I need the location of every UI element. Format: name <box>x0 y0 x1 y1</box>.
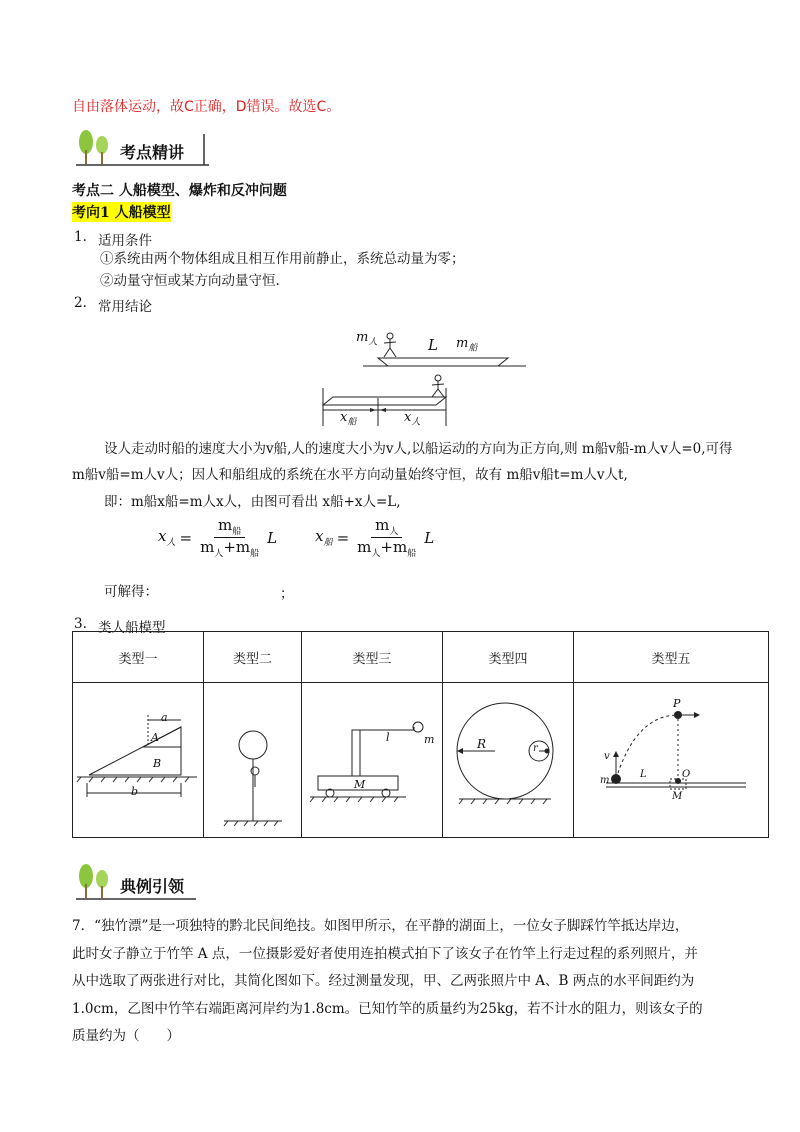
subtopic-heading: 考向1 人船模型 <box>72 202 171 222</box>
question-7-line-3: 从中选取了两张进行对比，其简化图如下。经过测量发现，甲、乙两张照片中 A、B 两点的水平间距约为 <box>72 973 695 989</box>
types-table <box>72 631 769 838</box>
paragraph-3: 即：m船x船=m人x人，由图可看出 x船+x人=L, <box>104 494 401 510</box>
diagram-type-4: R r <box>443 683 574 838</box>
person-boat-figure <box>318 328 528 428</box>
item-1-label: 适用条件 <box>98 233 152 249</box>
label-m-boat: $m_船$ <box>456 336 478 354</box>
section-header-dianli <box>74 862 214 902</box>
person-top <box>384 333 396 357</box>
question-7-line-5: 质量约为（ ） <box>72 1028 180 1044</box>
label-x-person: $x_人$ <box>404 410 421 428</box>
condition-1: ①系统由两个物体组成且相互作用前静止，系统总动量为零； <box>100 251 465 267</box>
formula: $x_人$ = $\frac{m_船}{m_人+m_船}$ L $x_船$ = $\frac{m_人}{m_人+m_船}$ L <box>158 516 435 559</box>
answer-text: 自由落体运动，故C正确，D错误。故选C。 <box>72 99 341 115</box>
header-type-2: 类型二 <box>204 632 302 683</box>
person-bottom <box>432 375 444 397</box>
label-m-person: $m_人$ <box>356 330 378 348</box>
condition-2: ②动量守恒或某方向动量守恒. <box>100 273 280 289</box>
question-7-line-1: 7．“独竹漂”是一项独特的黔北民间绝技。如图甲所示，在平静的湖面上，一位女子脚踩竹竿抵达岸边， <box>72 918 689 934</box>
header-type-4: 类型四 <box>443 632 574 683</box>
paragraph-2: m船v船=m人v人；因人和船组成的系统在水平方向动量始终守恒，故有 m船v船t=m人v人t, <box>72 467 628 483</box>
header-type-5: 类型五 <box>574 632 769 683</box>
section-title: 考点精讲 <box>120 143 185 162</box>
item-1-number: 1. <box>74 229 87 245</box>
paragraph-1: 设人走动时船的速度大小为v船,人的速度大小为v人,以船运动的方向为正方向,则 m船v船-m人v人=0,可得 <box>104 441 733 457</box>
section-header-kaodian <box>74 128 214 168</box>
diagram-type-5: P v m L O M <box>574 683 769 838</box>
item-2-number: 2. <box>74 295 87 311</box>
diagram-type-3: l m M <box>302 683 443 838</box>
question-7-line-2: 此时女子静立于竹竿 A 点，一位摄影爱好者使用连拍模式拍下了该女子在竹竿上行走过程的系列照片，并 <box>72 946 698 962</box>
item-3-number: 3. <box>74 616 87 632</box>
item-3-label: 类人船模型 <box>98 620 166 636</box>
header-type-1: 类型一 <box>73 632 204 683</box>
section-title: 典例引领 <box>120 877 185 896</box>
solve-label: 可解得： <box>104 584 158 600</box>
label-L: L <box>428 336 438 354</box>
topic-heading: 考点二 人船模型、爆炸和反冲问题 <box>72 183 287 199</box>
header-type-3: 类型三 <box>302 632 443 683</box>
diagram-type-1: a A B b <box>73 683 204 838</box>
diagram-type-2 <box>204 683 302 838</box>
item-2-label: 常用结论 <box>98 299 152 315</box>
question-7-line-4: 1.0cm，乙图中竹竿右端距离河岸约为1.8cm。已知竹竿的质量约为25kg，若不计水的阻力，则该女子的 <box>72 1001 703 1017</box>
solve-semicolon: ； <box>280 586 294 602</box>
label-x-boat: $x_船$ <box>340 410 357 428</box>
